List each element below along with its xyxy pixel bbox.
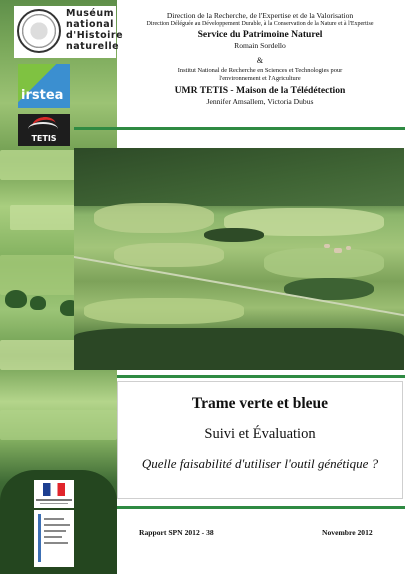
republique-francaise-icon bbox=[34, 480, 74, 508]
title-box bbox=[117, 381, 403, 499]
direction-line: Direction de la Recherche, de l'Expertise et de la Valorisation bbox=[166, 11, 354, 20]
report-number: Rapport SPN 2012 - 38 bbox=[139, 528, 214, 537]
document-title: Trame verte et bleue bbox=[191, 395, 329, 412]
direction-deleguee-line: Direction Déléguée au Développement Durable, à la Conservation de la Nature et à l'Expertise bbox=[146, 21, 374, 27]
document-subtitle: Suivi et Évaluation bbox=[204, 426, 316, 442]
tetis-logo bbox=[18, 114, 70, 146]
divider-mid bbox=[117, 375, 405, 378]
mnhn-line: d'Histoire bbox=[66, 30, 124, 41]
mnhn-logo-text bbox=[66, 8, 124, 52]
ministry-logo-icon bbox=[34, 510, 74, 567]
mnhn-seal-icon bbox=[17, 9, 61, 53]
document-question: Quelle faisabilité d'utiliser l'outil génétique ? bbox=[141, 456, 379, 471]
authors-tetis: Jennifer Amsallem, Victoria Dubus bbox=[206, 97, 314, 106]
cover-landscape-photo bbox=[74, 148, 404, 370]
mnhn-line: naturelle bbox=[66, 41, 120, 52]
divider-top bbox=[74, 127, 405, 130]
irstea-logo bbox=[18, 64, 70, 108]
header-credits bbox=[125, 11, 395, 106]
mnhn-line: Muséum bbox=[66, 8, 114, 19]
institute-line-1: Institut National de Recherche en Sciences et Technologies pour bbox=[177, 67, 343, 74]
ampersand: & bbox=[256, 56, 264, 65]
divider-bottom bbox=[117, 506, 405, 509]
mnhn-line: national bbox=[66, 19, 114, 30]
institute-line-2: l'environnement et l'Agriculture bbox=[219, 75, 301, 82]
service-name: Service du Patrimoine Naturel bbox=[197, 29, 323, 40]
author-spn: Romain Sordello bbox=[234, 41, 286, 50]
irstea-logo-text: irstea bbox=[21, 88, 64, 103]
tetis-logo-text: TETIS bbox=[31, 134, 57, 143]
umr-name: UMR TETIS - Maison de la Télédétection bbox=[174, 85, 346, 96]
report-date: Novembre 2012 bbox=[322, 528, 373, 537]
mnhn-logo bbox=[14, 6, 124, 58]
